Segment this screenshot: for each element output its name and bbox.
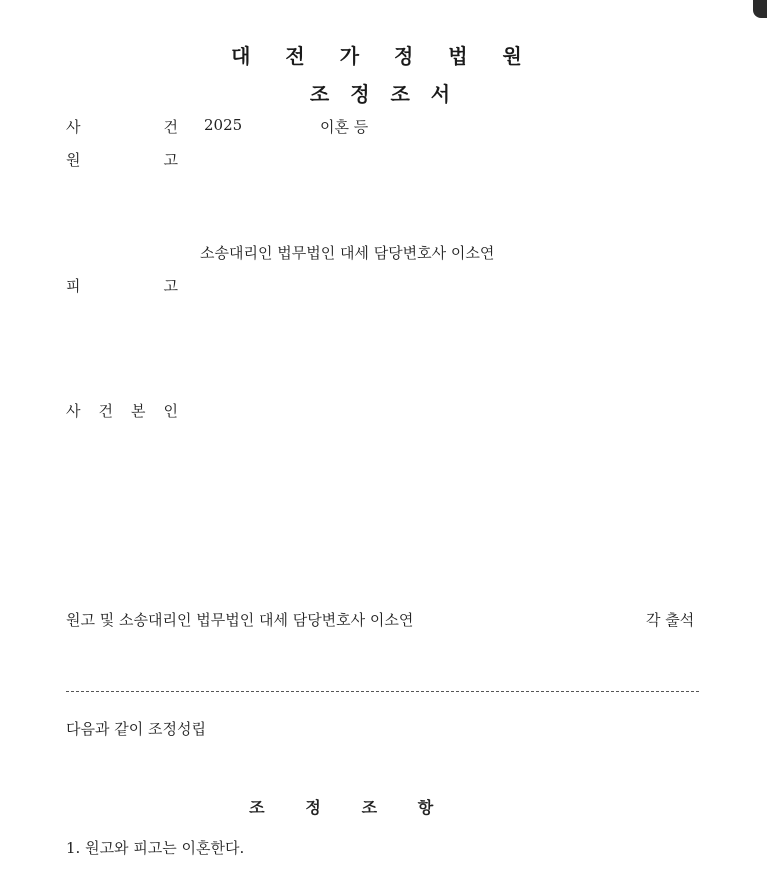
case-number: 2025 — [204, 116, 243, 134]
case-label: 사 건 — [66, 118, 178, 136]
section-divider — [66, 691, 699, 692]
defendant-label: 피 고 — [66, 277, 178, 295]
attendance-status: 각 출석 — [646, 611, 695, 629]
window-corner — [753, 0, 767, 18]
plaintiff-label: 원 고 — [66, 151, 178, 169]
attendance-parties: 원고 및 소송대리인 법무법인 대세 담당변호사 이소연 — [66, 611, 414, 629]
court-name: 대 전 가 정 법 원 — [231, 44, 536, 68]
terms-title: 조 정 조 항 — [249, 798, 451, 817]
principal-label: 사 건 본 인 — [66, 402, 178, 420]
case-name: 이혼 등 — [320, 118, 369, 136]
document-title: 조 정 조 서 — [309, 82, 458, 106]
plaintiff-agent: 소송대리인 법무법인 대세 담당변호사 이소연 — [200, 244, 495, 262]
term-item-1: 1. 원고와 피고는 이혼한다. — [66, 839, 245, 857]
agreement-statement: 다음과 같이 조정성립 — [66, 720, 206, 738]
